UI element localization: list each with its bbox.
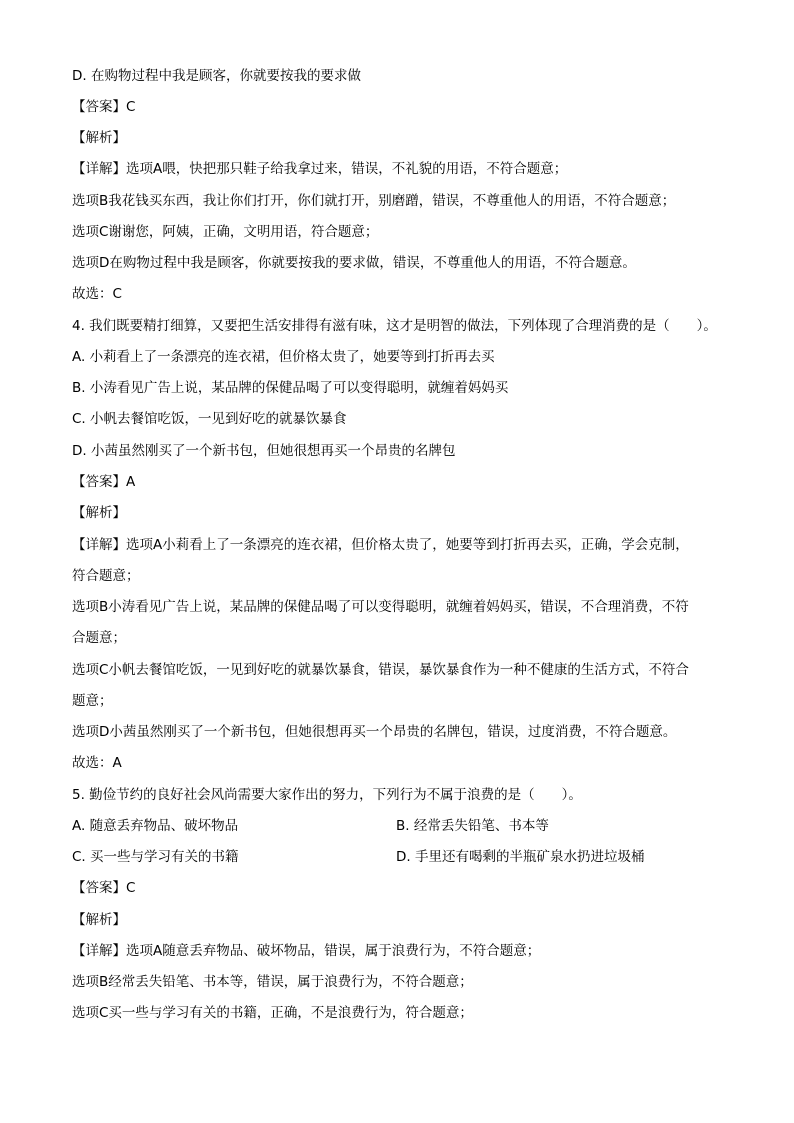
- choice-result: 故选：C: [72, 286, 122, 302]
- explanation-line: 【详解】选项A喂，快把那只鞋子给我拿过来，错误，不礼貌的用语，不符合题意；: [72, 161, 568, 177]
- question-5-option-a: A. 随意丢弃物品、破坏物品: [72, 818, 239, 834]
- explanation-line: 合题意；: [72, 630, 126, 646]
- question-5-stem: 5. 勤俭节约的良好社会风尚需要大家作出的努力，下列行为不属于浪费的是（ ）。: [72, 787, 582, 803]
- explanation-line: 题意；: [72, 693, 113, 709]
- answer-label: 【答案】A: [72, 474, 136, 490]
- explanation-line: 选项C买一些与学习有关的书籍，正确，不是浪费行为，符合题意；: [72, 1005, 473, 1021]
- question-4-stem: 4. 我们既要精打细算，又要把生活安排得有滋有味，这才是明智的做法，下列体现了合理消费的是（ ）。: [72, 318, 717, 334]
- choice-result: 故选：A: [72, 755, 122, 771]
- question-5-option-b: B. 经常丢失铅笔、书本等: [396, 818, 549, 834]
- question-4-option-b: B. 小涛看见广告上说，某品牌的保健品喝了可以变得聪明，就缠着妈妈买: [72, 380, 509, 396]
- analysis-label: 【解析】: [72, 505, 126, 521]
- explanation-line: 符合题意；: [72, 568, 140, 584]
- answer-label: 【答案】C: [72, 880, 136, 896]
- option-d-text: D. 在购物过程中我是顾客，你就要按我的要求做: [72, 68, 361, 84]
- analysis-label: 【解析】: [72, 130, 126, 146]
- question-5-option-d: D. 手里还有喝剩的半瓶矿泉水扔进垃圾桶: [396, 849, 645, 865]
- explanation-line: 选项C谢谢您，阿姨，正确，文明用语，符合题意；: [72, 224, 379, 240]
- answer-label: 【答案】C: [72, 99, 136, 115]
- explanation-line: 【详解】选项A随意丢弃物品、破坏物品，错误，属于浪费行为，不符合题意；: [72, 943, 541, 959]
- question-4-option-c: C. 小帆去餐馆吃饭，一见到好吃的就暴饮暴食: [72, 411, 347, 427]
- question-5-option-c: C. 买一些与学习有关的书籍: [72, 849, 239, 865]
- question-4-option-d: D. 小茜虽然刚买了一个新书包，但她很想再买一个昂贵的名牌包: [72, 443, 456, 459]
- explanation-line: 【详解】选项A小莉看上了一条漂亮的连衣裙，但价格太贵了，她要等到打折再去买，正确，学会克制，: [72, 537, 689, 553]
- question-4-option-a: A. 小莉看上了一条漂亮的连衣裙，但价格太贵了，她要等到打折再去买: [72, 349, 495, 365]
- explanation-line: 选项D在购物过程中我是顾客，你就要按我的要求做，错误，不尊重他人的用语，不符合题意。: [72, 255, 636, 271]
- explanation-line: 选项B小涛看见广告上说，某品牌的保健品喝了可以变得聪明，就缠着妈妈买，错误，不合理消费，不符: [72, 599, 689, 615]
- explanation-line: 选项D小茜虽然刚买了一个新书包，但她很想再买一个昂贵的名牌包，错误，过度消费，不符合题意。: [72, 724, 677, 740]
- analysis-label: 【解析】: [72, 912, 126, 928]
- explanation-line: 选项B经常丢失铅笔、书本等，错误，属于浪费行为，不符合题意；: [72, 974, 473, 990]
- explanation-line: 选项B我花钱买东西，我让你们打开，你们就打开，别磨蹭，错误，不尊重他人的用语，不符合题意；: [72, 193, 676, 209]
- explanation-line: 选项C小帆去餐馆吃饭，一见到好吃的就暴饮暴食，错误，暴饮暴食作为一种不健康的生活方式，不符合: [72, 662, 689, 678]
